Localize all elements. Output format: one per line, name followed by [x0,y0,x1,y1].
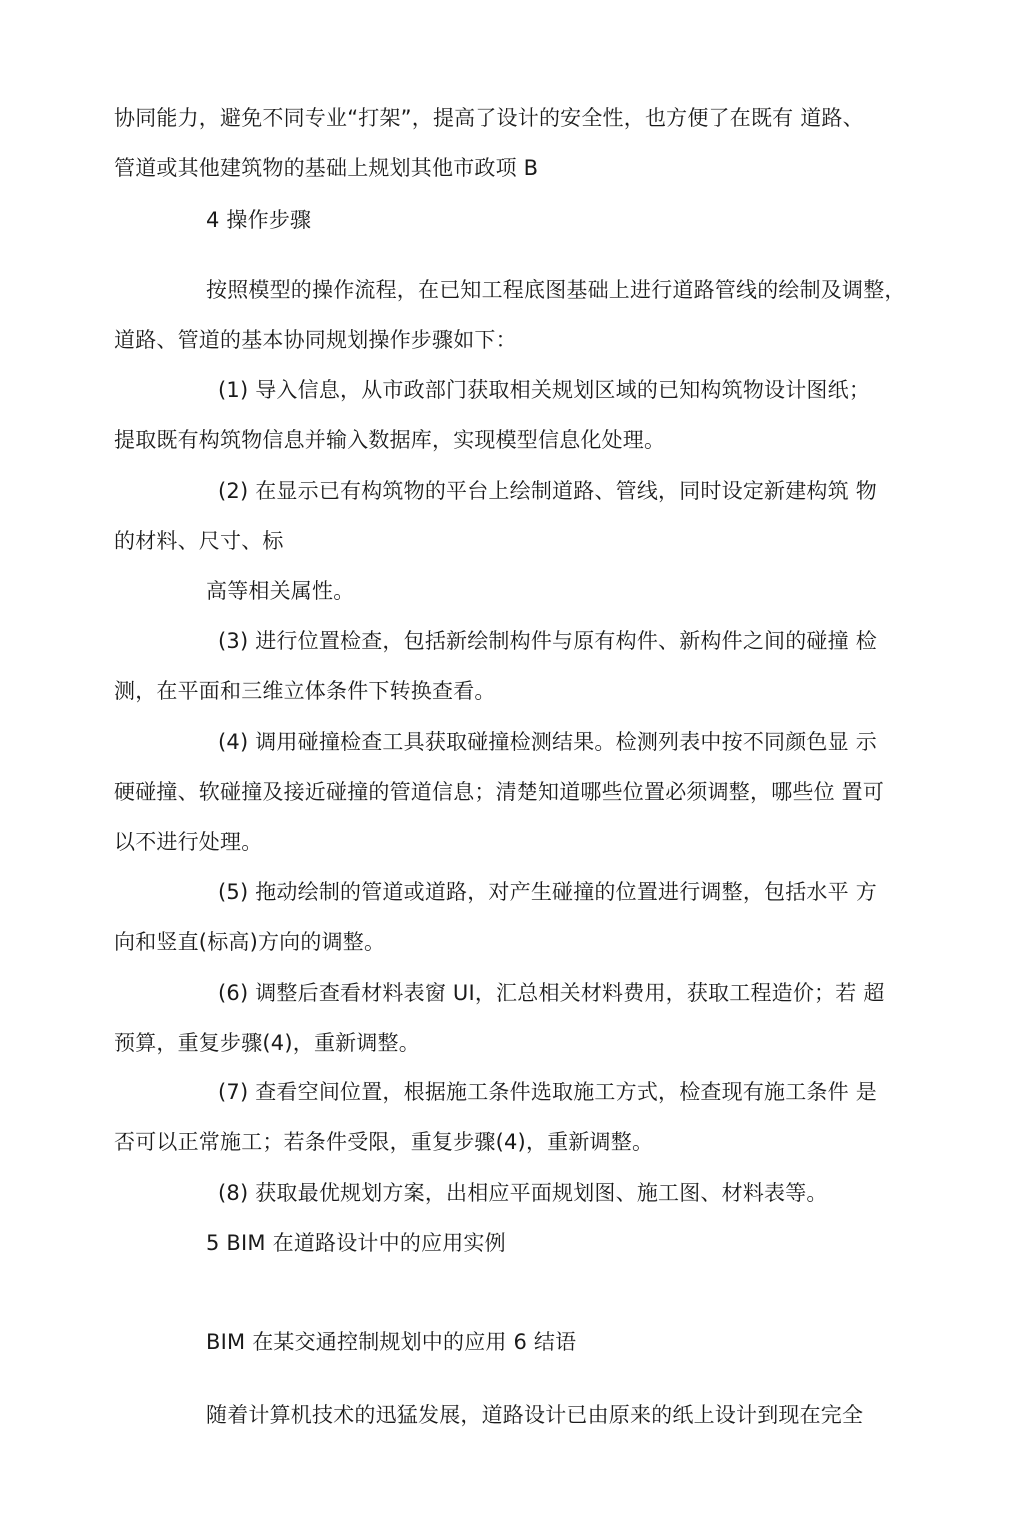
text-line: 协同能力，避免不同专业“打架”，提高了设计的安全性，也方便了在既有 道路、 [114,106,864,130]
text-line: 预算，重复步骤(4)，重新调整。 [114,1031,420,1055]
text-line: 按照模型的操作流程，在已知工程底图基础上进行道路管线的绘制及调整， [206,278,906,302]
section-heading: 5 BIM 在道路设计中的应用实例 [206,1231,506,1255]
text-line: 高等相关属性。 [206,579,355,603]
step-line: (4) 调用碰撞检查工具获取碰撞检测结果。检测列表中按不同颜色显 示 [218,730,877,754]
text-line: 管道或其他建筑物的基础上规划其他市政项 B [114,156,539,180]
text-line: 测，在平面和三维立体条件下转换查看。 [114,679,496,703]
text-line: 向和竖直(标高)方向的调整。 [114,930,386,954]
step-line: (1) 导入信息，从市政部门获取相关规划区域的已知构筑物设计图纸； [218,378,871,402]
step-line: (3) 进行位置检查，包括新绘制构件与原有构件、新构件之间的碰撞 检 [218,629,877,653]
step-line: (8) 获取最优规划方案，出相应平面规划图、施工图、材料表等。 [218,1181,828,1205]
text-line: 道路、管道的基本协同规划操作步骤如下： [114,328,517,352]
text-line: 硬碰撞、软碰撞及接近碰撞的管道信息；清楚知道哪些位置必须调整，哪些位 置可 [114,780,885,804]
text-line: 随着计算机技术的迅猛发展，道路设计已由原来的纸上设计到现在完全 [206,1403,864,1427]
text-line: 的材料、尺寸、标 [114,529,284,553]
step-line: (7) 查看空间位置，根据施工条件选取施工方式，检查现有施工条件 是 [218,1080,877,1104]
section-heading: BIM 在某交通控制规划中的应用 6 结语 [206,1330,577,1354]
section-heading: 4 操作步骤 [206,208,312,232]
text-line: 以不进行处理。 [114,830,263,854]
step-line: (6) 调整后查看材料表窗 UI，汇总相关材料费用，获取工程造价；若 超 [218,981,885,1005]
text-line: 提取既有构筑物信息并输入数据库，实现模型信息化处理。 [114,428,666,452]
text-line: 否可以正常施工；若条件受限，重复步骤(4)，重新调整。 [114,1130,654,1154]
step-line: (2) 在显示已有构筑物的平台上绘制道路、管线，同时设定新建构筑 物 [218,479,877,503]
step-line: (5) 拖动绘制的管道或道路，对产生碰撞的位置进行调整，包括水平 方 [218,880,877,904]
